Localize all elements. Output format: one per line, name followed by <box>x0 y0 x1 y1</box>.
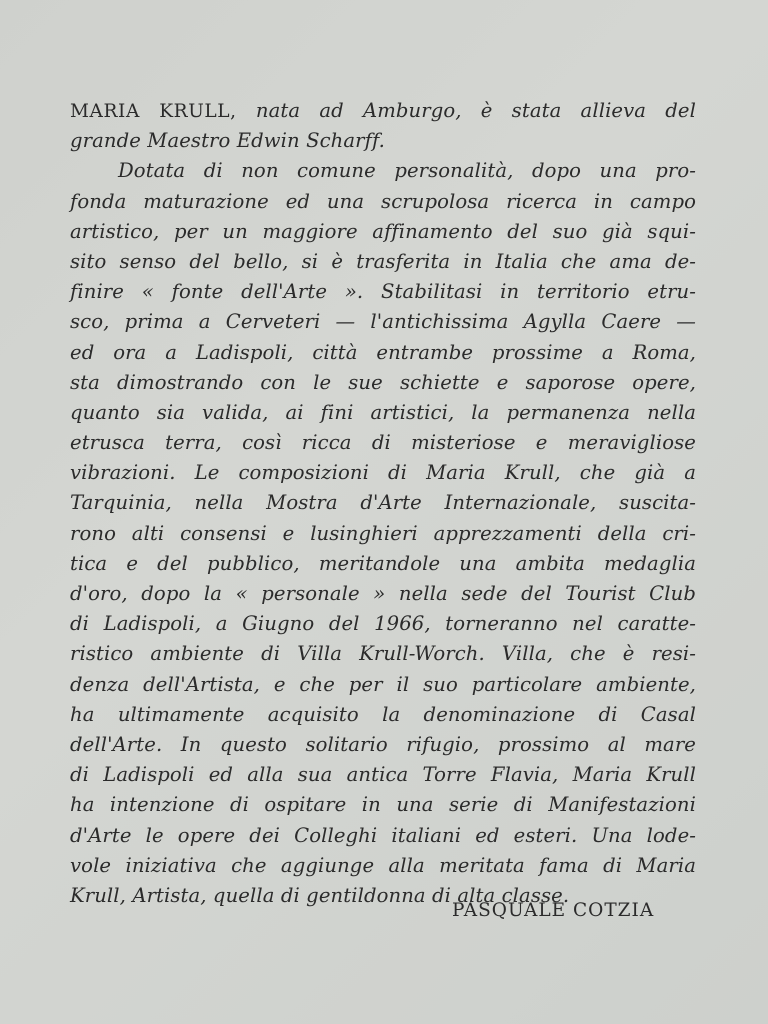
text-line: vibrazioni. Le composizioni di Maria Krull, che già a <box>70 461 696 485</box>
text-line: Tarquinia, nella Mostra d'Arte Internazionale, suscita- <box>70 491 696 515</box>
text-line: denza dell'Artista, e che per il suo particolare ambiente, <box>70 672 696 696</box>
text-line: sito senso del bello, si è trasferita in Italia che ama de- <box>70 249 696 273</box>
text-line: etrusca terra, così ricca di misteriose e meravigliose <box>70 431 696 455</box>
author-name: MARIA KRULL, <box>70 101 237 122</box>
text-line: Dotata di non comune personalità, dopo una pro- <box>118 159 696 183</box>
text-line: ha intenzione di ospitare in una serie di Manifestazioni <box>70 793 696 817</box>
text-line: sco, prima a Cerveteri — l'antichissima Agylla Caere — <box>70 310 696 334</box>
text-line: ha ultimamente acquisito la denominazione di Casal <box>70 702 696 726</box>
text-line: tica e del pubblico, meritandole una ambita medaglia <box>70 551 696 575</box>
text-line: di Ladispoli, a Giugno del 1966, torneranno nel caratte- <box>70 612 696 636</box>
text-line: rono alti consensi e lusinghieri apprezzamenti della cri- <box>70 521 696 545</box>
text-line: dell'Arte. In questo solitario rifugio, prossimo al mare <box>70 732 696 756</box>
text-line: vole iniziativa che aggiunge alla meritata fama di Maria <box>70 853 696 877</box>
text-line: finire « fonte dell'Arte ». Stabilitasi in territorio etru- <box>70 280 696 304</box>
body-text <box>70 96 696 911</box>
signature: PASQUALE COTZIA <box>452 900 655 921</box>
text-line: artistico, per un maggiore affinamento del suo già squi- <box>70 219 696 243</box>
text-line: d'Arte le opere dei Colleghi italiani ed esteri. Una lode- <box>70 823 696 847</box>
text-line: grande Maestro Edwin Scharff. <box>70 129 385 153</box>
text-line: d'oro, dopo la « personale » nella sede del Tourist Club <box>70 582 696 605</box>
intro-line-rest: nata ad Amburgo, è stata allieva del <box>236 99 696 122</box>
text-line <box>70 96 696 126</box>
text-line: fonda maturazione ed una scrupolosa ricerca in campo <box>70 189 696 213</box>
text-line: Krull, Artista, quella di gentildonna di alta classe. <box>70 883 570 907</box>
text-line: ristico ambiente di Villa Krull-Worch. Villa, che è resi- <box>70 642 696 666</box>
text-line: sta dimostrando con le sue schiette e saporose opere, <box>70 370 696 394</box>
text-line: quanto sia valida, ai fini artistici, la permanenza nella <box>70 400 696 424</box>
text-line: ed ora a Ladispoli, città entrambe prossime a Roma, <box>70 340 696 364</box>
text-line: di Ladispoli ed alla sua antica Torre Flavia, Maria Krull <box>70 763 696 787</box>
